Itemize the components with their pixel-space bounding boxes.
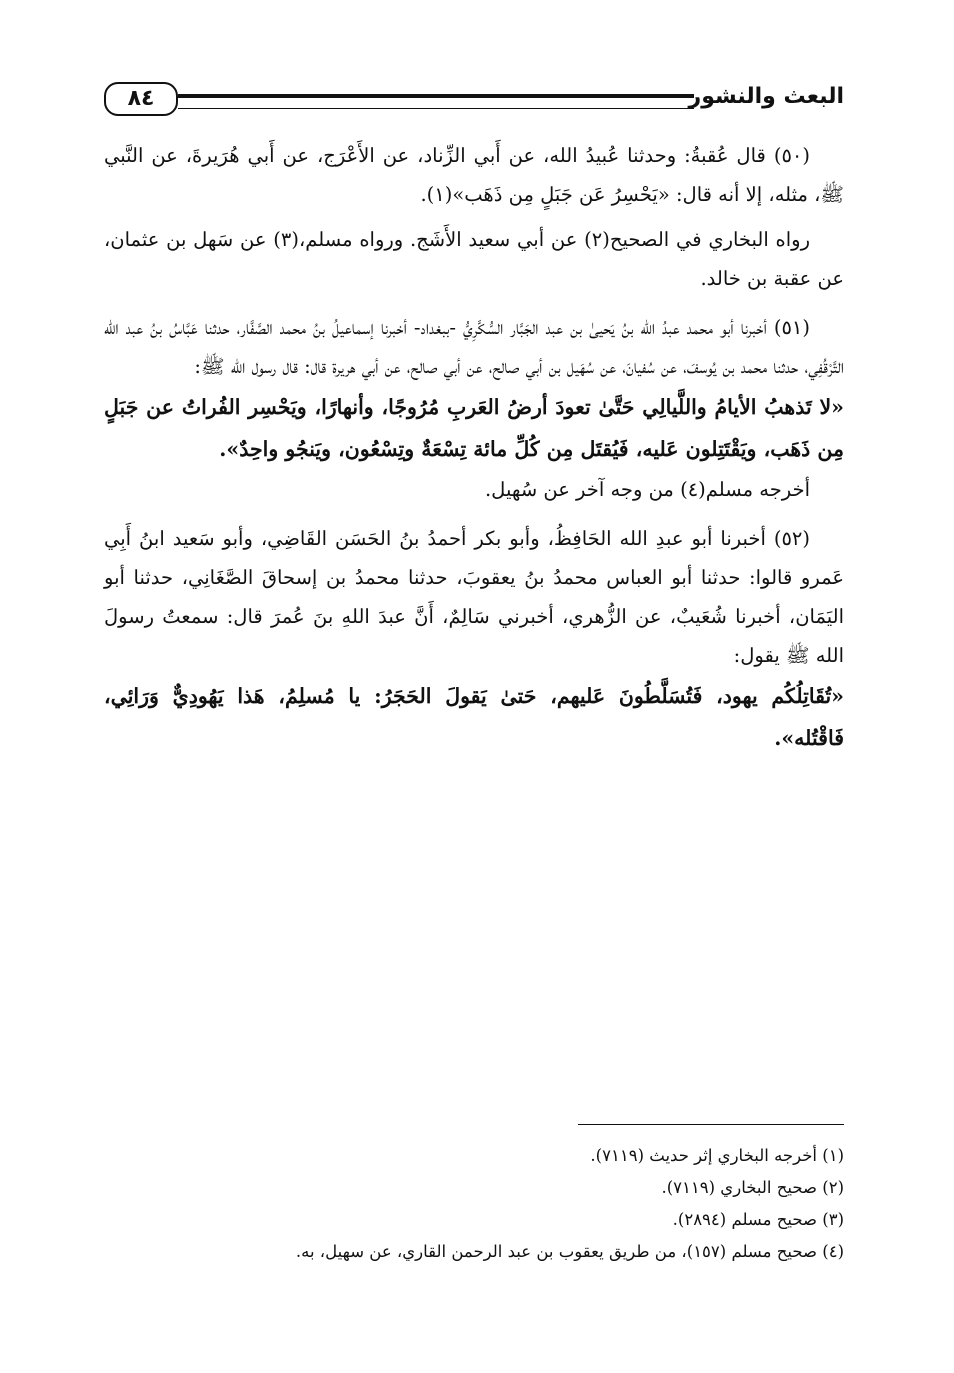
page-body (104, 136, 844, 759)
footnote-4: (٤) صحيح مسلم (١٥٧)، من طريق يعقوب بن عبد الرحمن القاري، عن سهيل، به. (295, 1242, 844, 1261)
narration-note-51: أخرجه مسلم(٤) من وجه آخر عن سُهيل. (484, 478, 810, 501)
hadith-51-matn: «لا تَذهبُ الأيامُ واللَّيالِي حَتَّىٰ تعودَ أرضُ العَربِ مُرُوجًا، وأنهارًا، ويَحْسِر الفُراتُ عن جَبَلٍ مِن ذَهَب، ويَقْتَتِلون عَليه، فَيُقتَل مِن كُلِّ مائة تِسْعَةٌ وتِسْعُون، ويَنجُو واحِدٌ». (104, 395, 844, 461)
footnote-separator (578, 1124, 844, 1125)
header-rule (178, 94, 694, 109)
running-title: البعث والنشور (688, 84, 844, 109)
footnotes (104, 1140, 844, 1268)
footnote-2: (٢) صحيح البخاري (٧١١٩). (661, 1178, 844, 1197)
page-header (104, 78, 844, 122)
narration-note-50: رواه البخاري في الصحيح(٢) عن أبي سعيد الأَشَج. ورواه مسلم،(٣) عن سَهل بن عثمان، عن عقبة بن خالد. (104, 228, 844, 290)
page-number: ٨٤ (104, 82, 178, 116)
hadith-50-paragraph: (٥٠) قال عُقبةُ: وحدثنا عُبيدُ الله، عن أَبي الزِّناد، عن الأَعْرَج، عن أَبي هُرَيرةَ، عن النَّبي ﷺ، مثله، إلا أنه قال: «يَحْسِرُ عَن جَبَلٍ مِن ذَهَب»(١). (104, 144, 844, 206)
hadith-52-matn: «تُقَاتِلُكُم يهود، فَتُسَلَّطُونَ عَليهم، حَتىٰ يَقولَ الحَجَرُ: يا مُسلِمُ، هَذا يَهُودِيٌّ وَرَائِي، فَاقْتُله». (104, 684, 844, 750)
hadith-51-isnad: (٥١) أخبرنا أبو محمد عبدُ الله بنُ يَحيىٰ بن عبد الجَبَّار السُّكَّرِيُّ -ببغداد- أخبرنا إسماعيلُ بنُ محمد الصَّفَّار، حدثنا عَبَّاسُ بنُ عبد الله التَّرْقُفِي، حدثنا محمد بن يُوسفَ، عن سُفيانَ، عن سُهَيل بن أبي صالح، عن أبي صالح، عن أبي هريرة قال: قال رسول الله ﷺ: (104, 316, 844, 378)
footnote-3: (٣) صحيح مسلم (٢٨٩٤). (672, 1210, 844, 1229)
footnote-1: (١) أخرجه البخاري إثر حديث (٧١١٩). (590, 1146, 844, 1165)
hadith-52-isnad: (٥٢) أخبرنا أبو عبدِ الله الحَافِظُ، وأبو بكر أحمدُ بنُ الحَسَن القَاضِي، وأبو سَعيد ابنُ أَبِي عَمرو قالوا: حدثنا أبو العباس محمدُ بنُ يعقوبَ، حدثنا محمدُ بن إسحاقَ الصَّغَانِي، حدثنا أبو اليَمَان، أخبرنا شُعَيبٌ، عن الزُّهري، أخبرني سَالِمٌ، أَنَّ عبدَ اللهِ بنَ عُمرَ قال: سمعتُ رسولَ الله ﷺ يقول: (104, 527, 844, 667)
